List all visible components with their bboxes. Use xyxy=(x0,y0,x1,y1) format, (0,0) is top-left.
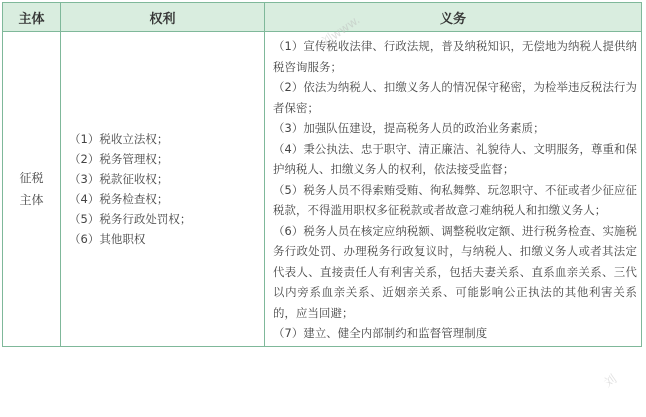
table-header-row xyxy=(3,3,642,32)
header-subject: 主体 xyxy=(3,3,61,32)
subject-cell xyxy=(3,32,61,347)
duty-item: （4）秉公执法、忠于职守、清正廉洁、礼貌待人、文明服务，尊重和保护纳税人、扣缴义务人的权利，依法接受监督； xyxy=(273,141,637,176)
watermark-bottom: 刘 xyxy=(601,371,620,391)
rights-item: （1）税收立法权； xyxy=(69,131,169,146)
subject-line: 主体 xyxy=(19,192,44,207)
rights-item: （6）其他职权 xyxy=(69,231,146,246)
rights-duties-table xyxy=(2,2,642,347)
duty-item: （2）依法为纳税人、扣缴义务人的情况保守秘密，为检举违反税法行为者保密； xyxy=(273,80,637,115)
duty-item: （5）税务人员不得索贿受贿、徇私舞弊、玩忽职守、不征或者少征应征税款，不得滥用职权多征税款或者故意刁难纳税人和扣缴义务人； xyxy=(273,182,637,217)
subject-line: 征税 xyxy=(19,170,44,185)
rights-cell xyxy=(61,32,265,347)
header-duties: 义务 xyxy=(265,3,642,32)
duty-item: （3）加强队伍建设，提高税务人员的政治业务素质； xyxy=(273,121,545,135)
table-row xyxy=(3,32,642,347)
duty-item: （6）税务人员在核定应纳税额、调整税收定额、进行税务检查、实施税务行政处罚、办理税务行政复议时，与纳税人、扣缴义务人或者其法定代表人、直接责任人有利害关系，包括夫妻关系、直系血亲关系、三代以内旁系血亲关系、近姻亲关系、可能影响公正执法的其他利害关系的，应当回避； xyxy=(273,223,637,320)
duties-cell xyxy=(265,32,642,347)
rights-item: （4）税务检查权； xyxy=(69,191,169,206)
duty-item: （7）建立、健全内部制约和监督管理制度 xyxy=(273,326,488,340)
header-rights: 权利 xyxy=(61,3,265,32)
rights-item: （2）税务管理权； xyxy=(69,151,169,166)
rights-item: （5）税务行政处罚权； xyxy=(69,211,192,226)
watermark-top: 刘www. xyxy=(318,12,363,50)
rights-list xyxy=(69,129,264,249)
duty-item: （1）宣传税收法律、行政法规，普及纳税知识，无偿地为纳税人提供纳税咨询服务； xyxy=(273,39,637,74)
rights-item: （3）税款征收权； xyxy=(69,171,169,186)
